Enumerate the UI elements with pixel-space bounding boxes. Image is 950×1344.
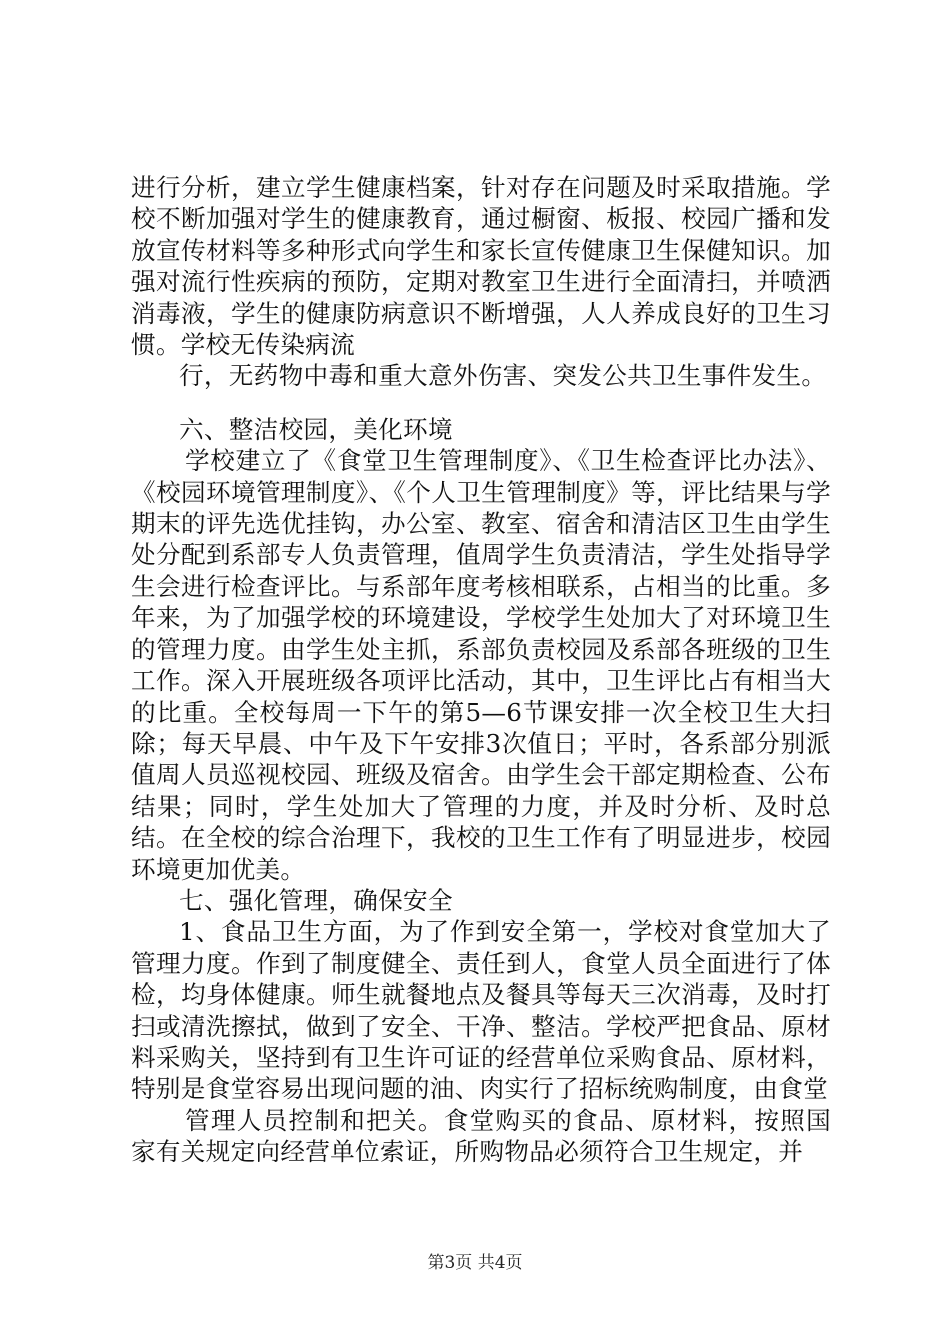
paragraph-environment: 学校建立了《食堂卫生管理制度》、《卫生检查评比办法》、《校园环境管理制度》、《个人卫生管理制度》等，评比结果与学期末的评先选优挂钩，办公室、教室、宿舍和清洁区卫生由学生处分配到系部专人负责管理，值周学生负责清洁，学生处指导学生会进行检查评比。与系部年度考核相联系，占相当的比重。多年来，为了加强学校的环境建设，学校学生处加大了对环境卫生的管理力度。由学生处主抓，系部负责校园及系部各班级的卫生工作。深入开展班级各项评比活动，其中，卫生评比占有相当大的比重。全校每周一下午的第5—6节课安排一次全校卫生大扫除；每天早晨、中午及下午安排3次值日；平时，各系部分别派值周人员巡视校园、班级及宿舍。由学生会干部定期检查、公布结果；同时，学生处加大了管理的力度，并及时分析、及时总结。在全校的综合治理下，我校的卫生工作有了明显进步，校园环境更加优美。 bbox=[131, 446, 831, 884]
document-body bbox=[131, 172, 831, 1168]
paragraph-food-hygiene: 1、食品卫生方面，为了作到安全第一，学校对食堂加大了管理力度。作到了制度健全、责任到人，食堂人员全面进行了体检，均身体健康。师生就餐地点及餐具等每天三次消毒，及时打扫或清洗擦拭，做到了安全、干净、整洁。学校严把食品、原材料采购关，坚持到有卫生许可证的经营单位采购食品、原材料，特别是食堂容易出现问题的油、肉实行了招标统购制度，由食堂 bbox=[131, 917, 831, 1104]
section-heading-seven: 七、强化管理，确保安全 bbox=[179, 885, 453, 915]
paragraph-canteen-management: 管理人员控制和把关。食堂购买的食品、原材料，按照国家有关规定向经营单位索证，所购物品必须符合卫生规定，并 bbox=[131, 1105, 831, 1167]
section-heading-six: 六、整洁校园，美化环境 bbox=[179, 414, 453, 444]
paragraph-health-education: 进行分析，建立学生健康档案，针对存在问题及时采取措施。学校不断加强对学生的健康教育，通过橱窗、板报、校园广播和发放宣传材料等多种形式向学生和家长宣传健康卫生保健知识。加强对流行性疾病的预防，定期对教室卫生进行全面清扫，并喷洒消毒液，学生的健康防病意识不断增强，人人养成良好的卫生习惯。学校无传染病流 bbox=[131, 173, 831, 360]
page-number-footer: 第3页 共4页 bbox=[427, 1253, 523, 1273]
paragraph-no-epidemic: 行，无药物中毒和重大意外伤害、突发公共卫生事件发生。 bbox=[179, 361, 827, 391]
